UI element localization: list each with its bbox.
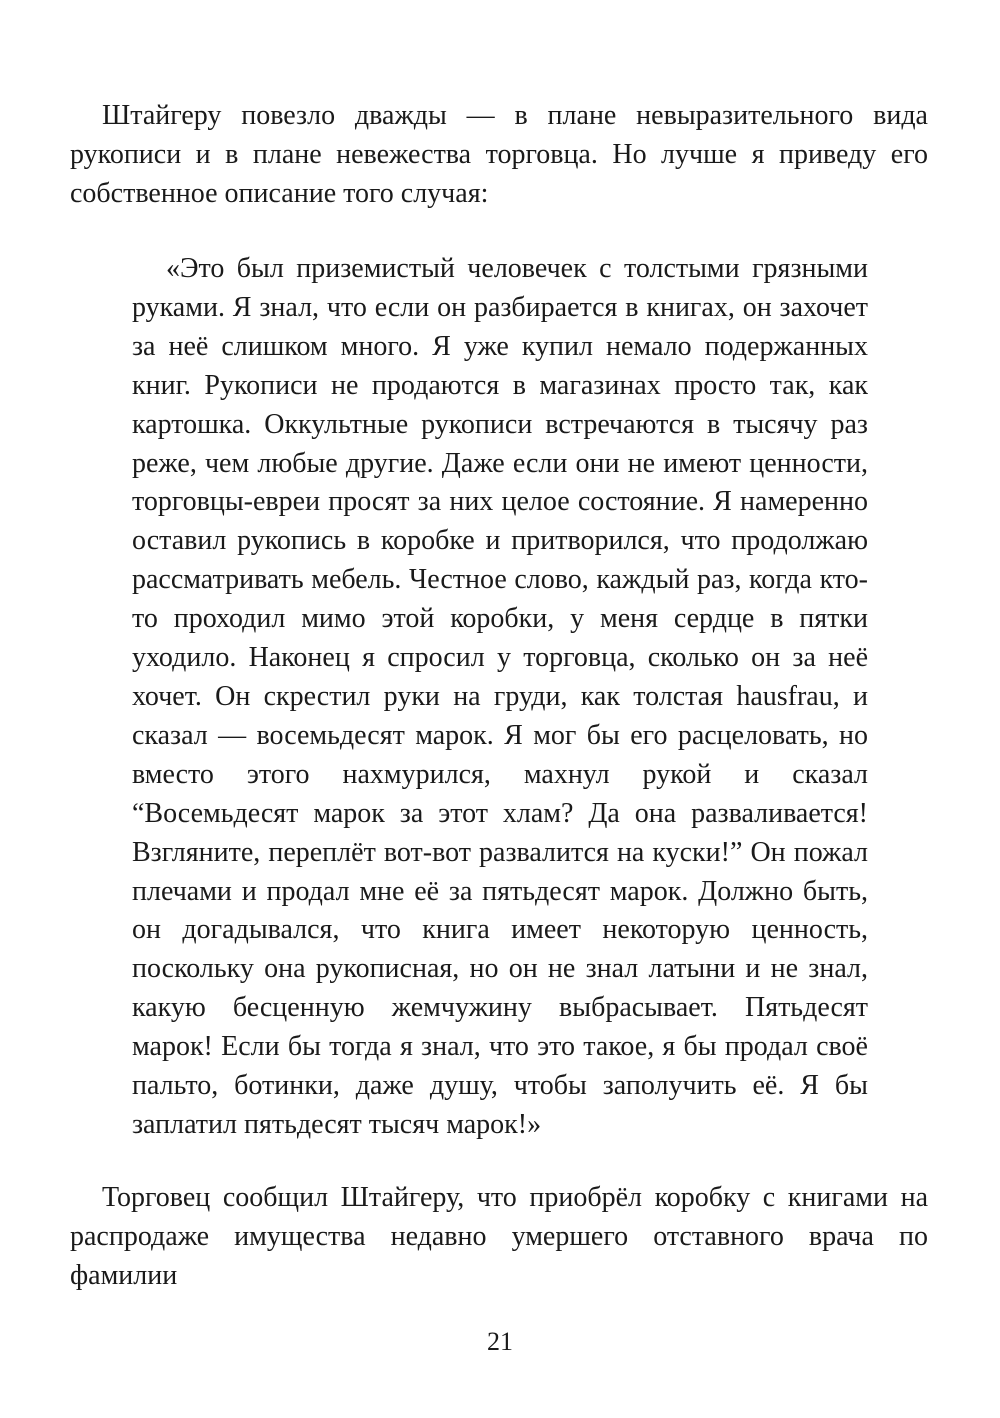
page-number: 21: [487, 1327, 513, 1356]
block-quote: «Это был приземистый человечек с толстыми грязными руками. Я знал, что если он разбирается в книгах, он захочет за неё слишком много. Я уже купил немало подержанных книг. Рукописи не продаются в магазинах просто так, как картошка. Оккультные рукописи встречаются в тысячу раз реже, чем любые другие. Даже если они не имеют ценности, торговцы-евреи просят за них целое состояние. Я намеренно оставил рукопись в коробке и притворился, что продолжаю рассматривать мебель. Честное слово, каждый раз, когда кто-то проходил мимо этой коробки, у меня сердце в пятки уходило. Наконец я спросил у торговца, сколько он за неё хочет. Он скрестил руки на груди, как толстая hausfrau, и сказал — восемьдесят марок. Я мог бы его расцеловать, но вместо этого нахмурился, махнул рукой и сказал “Восемьдесят марок за этот хлам? Да она разваливается! Взгляните, переплёт вот-вот развалится на куски!” Он пожал плечами и продал мне её за пятьдесят марок. Должно быть, он догадывался, что книга имеет некоторую ценность, поскольку она рукописная, но он не знал латыни и не знал, какую бесценную жемчужину выбрасывает. Пятьдесят марок! Если бы тогда я знал, что это такое, я бы продал своё пальто, ботинки, даже душу, чтобы заполучить её. Я бы заплатил пятьдесят тысяч марок!»: [132, 253, 868, 1140]
paragraph-intro: Штайгеру повезло дважды — в плане невыразительного вида рукописи и в плане невежества торговца. Но лучше я приведу его собственное описание того случая:: [70, 100, 928, 209]
paragraph-continuation: Торговец сообщил Штайгеру, что приобрёл коробку с книгами на распродаже имущества недавно умершего отставного врача по фамилии: [70, 1182, 928, 1291]
